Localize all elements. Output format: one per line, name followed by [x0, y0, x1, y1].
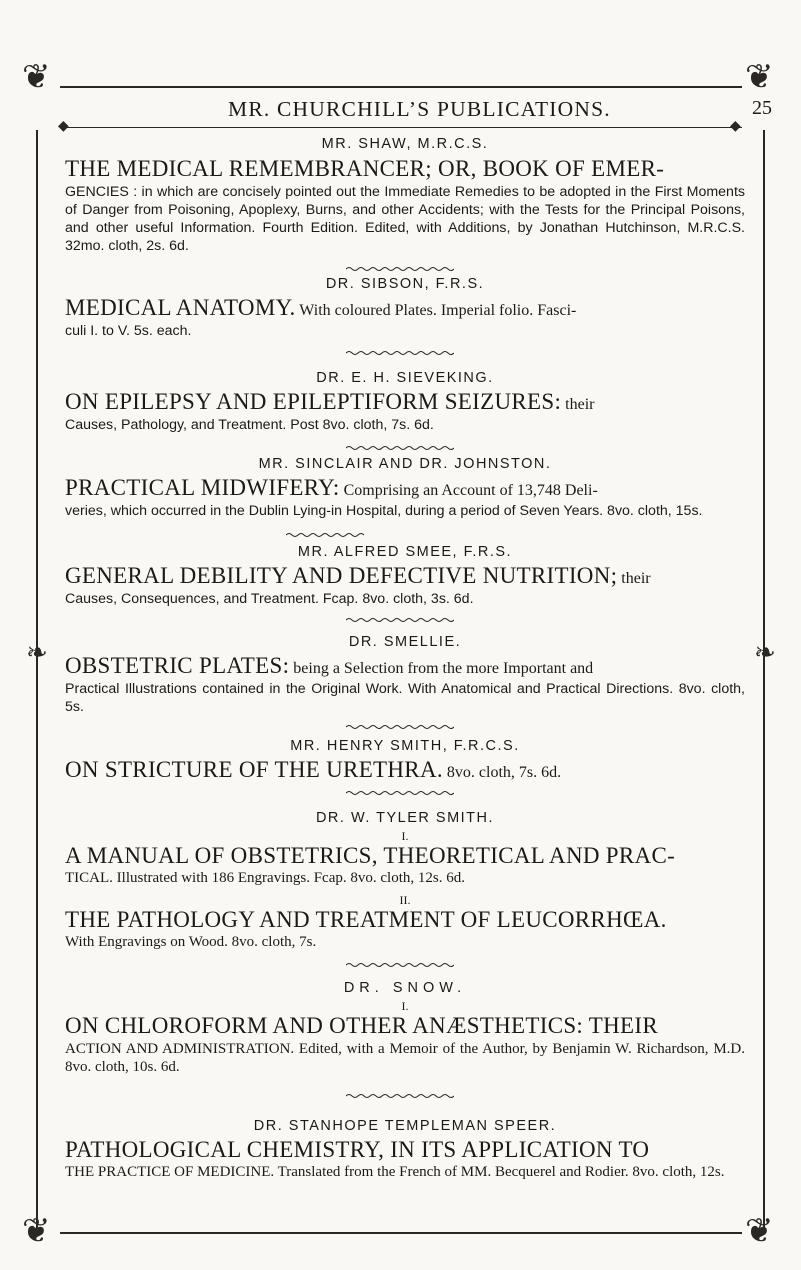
entry-author: DR. W. TYLER SMITH. [315, 810, 495, 826]
corner-ornament-bottom-left: ❦ [22, 1211, 51, 1251]
top-border-rule [60, 86, 742, 88]
left-border-rule [36, 130, 38, 1230]
entry-title-text: A MANUAL OF OBSTETRICS, THEORETICAL AND PRAC- [65, 843, 676, 868]
entry-body: Causes, Consequences, and Treatment. Fcap. 8vo. cloth, 3s. 6d. [65, 591, 474, 607]
entry-title [65, 1013, 745, 1039]
section-numeral: I. [401, 999, 409, 1013]
entry-title-text: THE MEDICAL REMEMBRANCER; OR, BOOK OF EMER- [65, 156, 665, 181]
page-number: 25 [752, 97, 772, 119]
entry-title [65, 1137, 745, 1163]
corner-ornament-top-left: ❦ [22, 57, 51, 97]
entry-author: MR. SINCLAIR AND DR. JOHNSTON. [258, 456, 552, 472]
header-rule [60, 127, 742, 128]
corner-ornament-bottom-right: ❦ [745, 1211, 774, 1251]
entry-title-text: GENERAL DEBILITY AND DEFECTIVE NUTRITION; [65, 563, 618, 588]
entry-author: MR. HENRY SMITH, F.R.C.S. [290, 738, 520, 754]
entry-author: DR. SMELLIE. [348, 634, 462, 650]
entry-body: THE PRACTICE OF MEDICINE. Translated from the French of MM. Becquerel and Rodier. 8vo. cloth, 12s. [65, 1164, 725, 1180]
entry-title [65, 156, 745, 182]
entry-title-text: MEDICAL ANATOMY. [65, 295, 296, 320]
entry-body: Practical Illustrations contained in the Original Work. With Anatomical and Practical Directions. 8vo. cloth, 5s. [65, 681, 745, 715]
entry-title [65, 295, 745, 321]
entry-title [65, 843, 745, 869]
wavy-divider [346, 445, 454, 451]
wavy-divider [346, 962, 454, 968]
entry-title [65, 653, 745, 679]
wavy-divider [346, 266, 454, 272]
entry-author: MR. ALFRED SMEE, F.R.S. [297, 544, 513, 560]
entry-body: GENCIES : in which are concisely pointed out the Immediate Remedies to be adopted in the First Moments of Danger from Poisoning, Apoplexy, Burns, and other Accidents; with the Tests for the Principal Poisons, and other useful Information. Fourth Edition. Edited, with Additions, by Jonathan Hutchinson, M.R.C.S. 32mo. cloth, 2s. 6d. [65, 184, 745, 254]
entry-title-text: ON CHLOROFORM AND OTHER ANÆSTHETICS: THEIR [65, 1013, 658, 1038]
entry-author: DR. STANHOPE TEMPLEMAN SPEER. [253, 1118, 557, 1134]
entry-body: culi I. to V. 5s. each. [65, 323, 192, 339]
corner-ornament-top-right: ❦ [745, 57, 774, 97]
entry-author: DR. SNOW. [343, 980, 467, 996]
entry-body: TICAL. Illustrated with 186 Engravings. Fcap. 8vo. cloth, 12s. 6d. [65, 870, 465, 886]
entry-title [65, 389, 745, 415]
side-ornament-left: ❧ [26, 638, 48, 668]
wavy-divider [346, 617, 454, 623]
section-numeral: II. [399, 893, 411, 907]
entry-title-text: OBSTETRIC PLATES: [65, 653, 290, 678]
entry-title-text: PRACTICAL MIDWIFERY: [65, 475, 340, 500]
entry-author: DR. E. H. SIEVEKING. [316, 370, 494, 386]
entry-body: veries, which occurred in the Dublin Lying-in Hospital, during a period of Seven Years. 8vo. cloth, 15s. [65, 503, 703, 519]
wavy-divider [346, 1093, 454, 1099]
entry-title [65, 907, 745, 933]
entry-author: DR. SIBSON, F.R.S. [325, 276, 485, 292]
entry-title-rest: Comprising an Account of 13,748 Deli- [339, 482, 598, 499]
bottom-border-rule [60, 1232, 742, 1234]
right-border-rule [763, 130, 765, 1230]
entry-body: With Engravings on Wood. 8vo. cloth, 7s. [65, 934, 317, 950]
entry-title-rest: being a Selection from the more Important and [289, 660, 594, 677]
wavy-divider [286, 532, 366, 538]
header-rule-ornament-right: ◆ [730, 118, 741, 134]
entry-title-text: THE PATHOLOGY AND TREATMENT OF LEUCORRHŒA. [65, 907, 667, 932]
entry-title [65, 757, 745, 783]
entry-title-text: ON STRICTURE OF THE URETHRA. [65, 757, 443, 782]
running-title: MR. CHURCHILL’S PUBLICATIONS. [228, 97, 611, 121]
entry-body: ACTION AND ADMINISTRATION. Edited, with a Memoir of the Author, by Benjamin W. Richardson, M.D. 8vo. cloth, 10s. 6d. [65, 1041, 745, 1075]
side-ornament-right: ❧ [754, 638, 776, 668]
entry-title [65, 563, 745, 589]
wavy-divider [346, 724, 454, 730]
wavy-divider [346, 350, 454, 356]
entry-title-text: ON EPILEPSY AND EPILEPTIFORM SEIZURES: [65, 389, 562, 414]
section-numeral: I. [401, 829, 409, 843]
entry-title-rest: With coloured Plates. Imperial folio. Fasci- [295, 302, 577, 319]
header-rule-ornament-left: ◆ [58, 118, 69, 134]
entry-title-rest: their [617, 570, 651, 587]
wavy-divider [346, 790, 454, 796]
entry-title-text: PATHOLOGICAL CHEMISTRY, IN ITS APPLICATION TO [65, 1137, 650, 1162]
entry-title-rest: 8vo. cloth, 7s. 6d. [442, 764, 562, 781]
entry-title-rest: their [561, 396, 595, 413]
entry-title [65, 475, 745, 501]
entry-body: Causes, Pathology, and Treatment. Post 8vo. cloth, 7s. 6d. [65, 417, 434, 433]
entry-author: MR. SHAW, M.R.C.S. [321, 136, 489, 152]
